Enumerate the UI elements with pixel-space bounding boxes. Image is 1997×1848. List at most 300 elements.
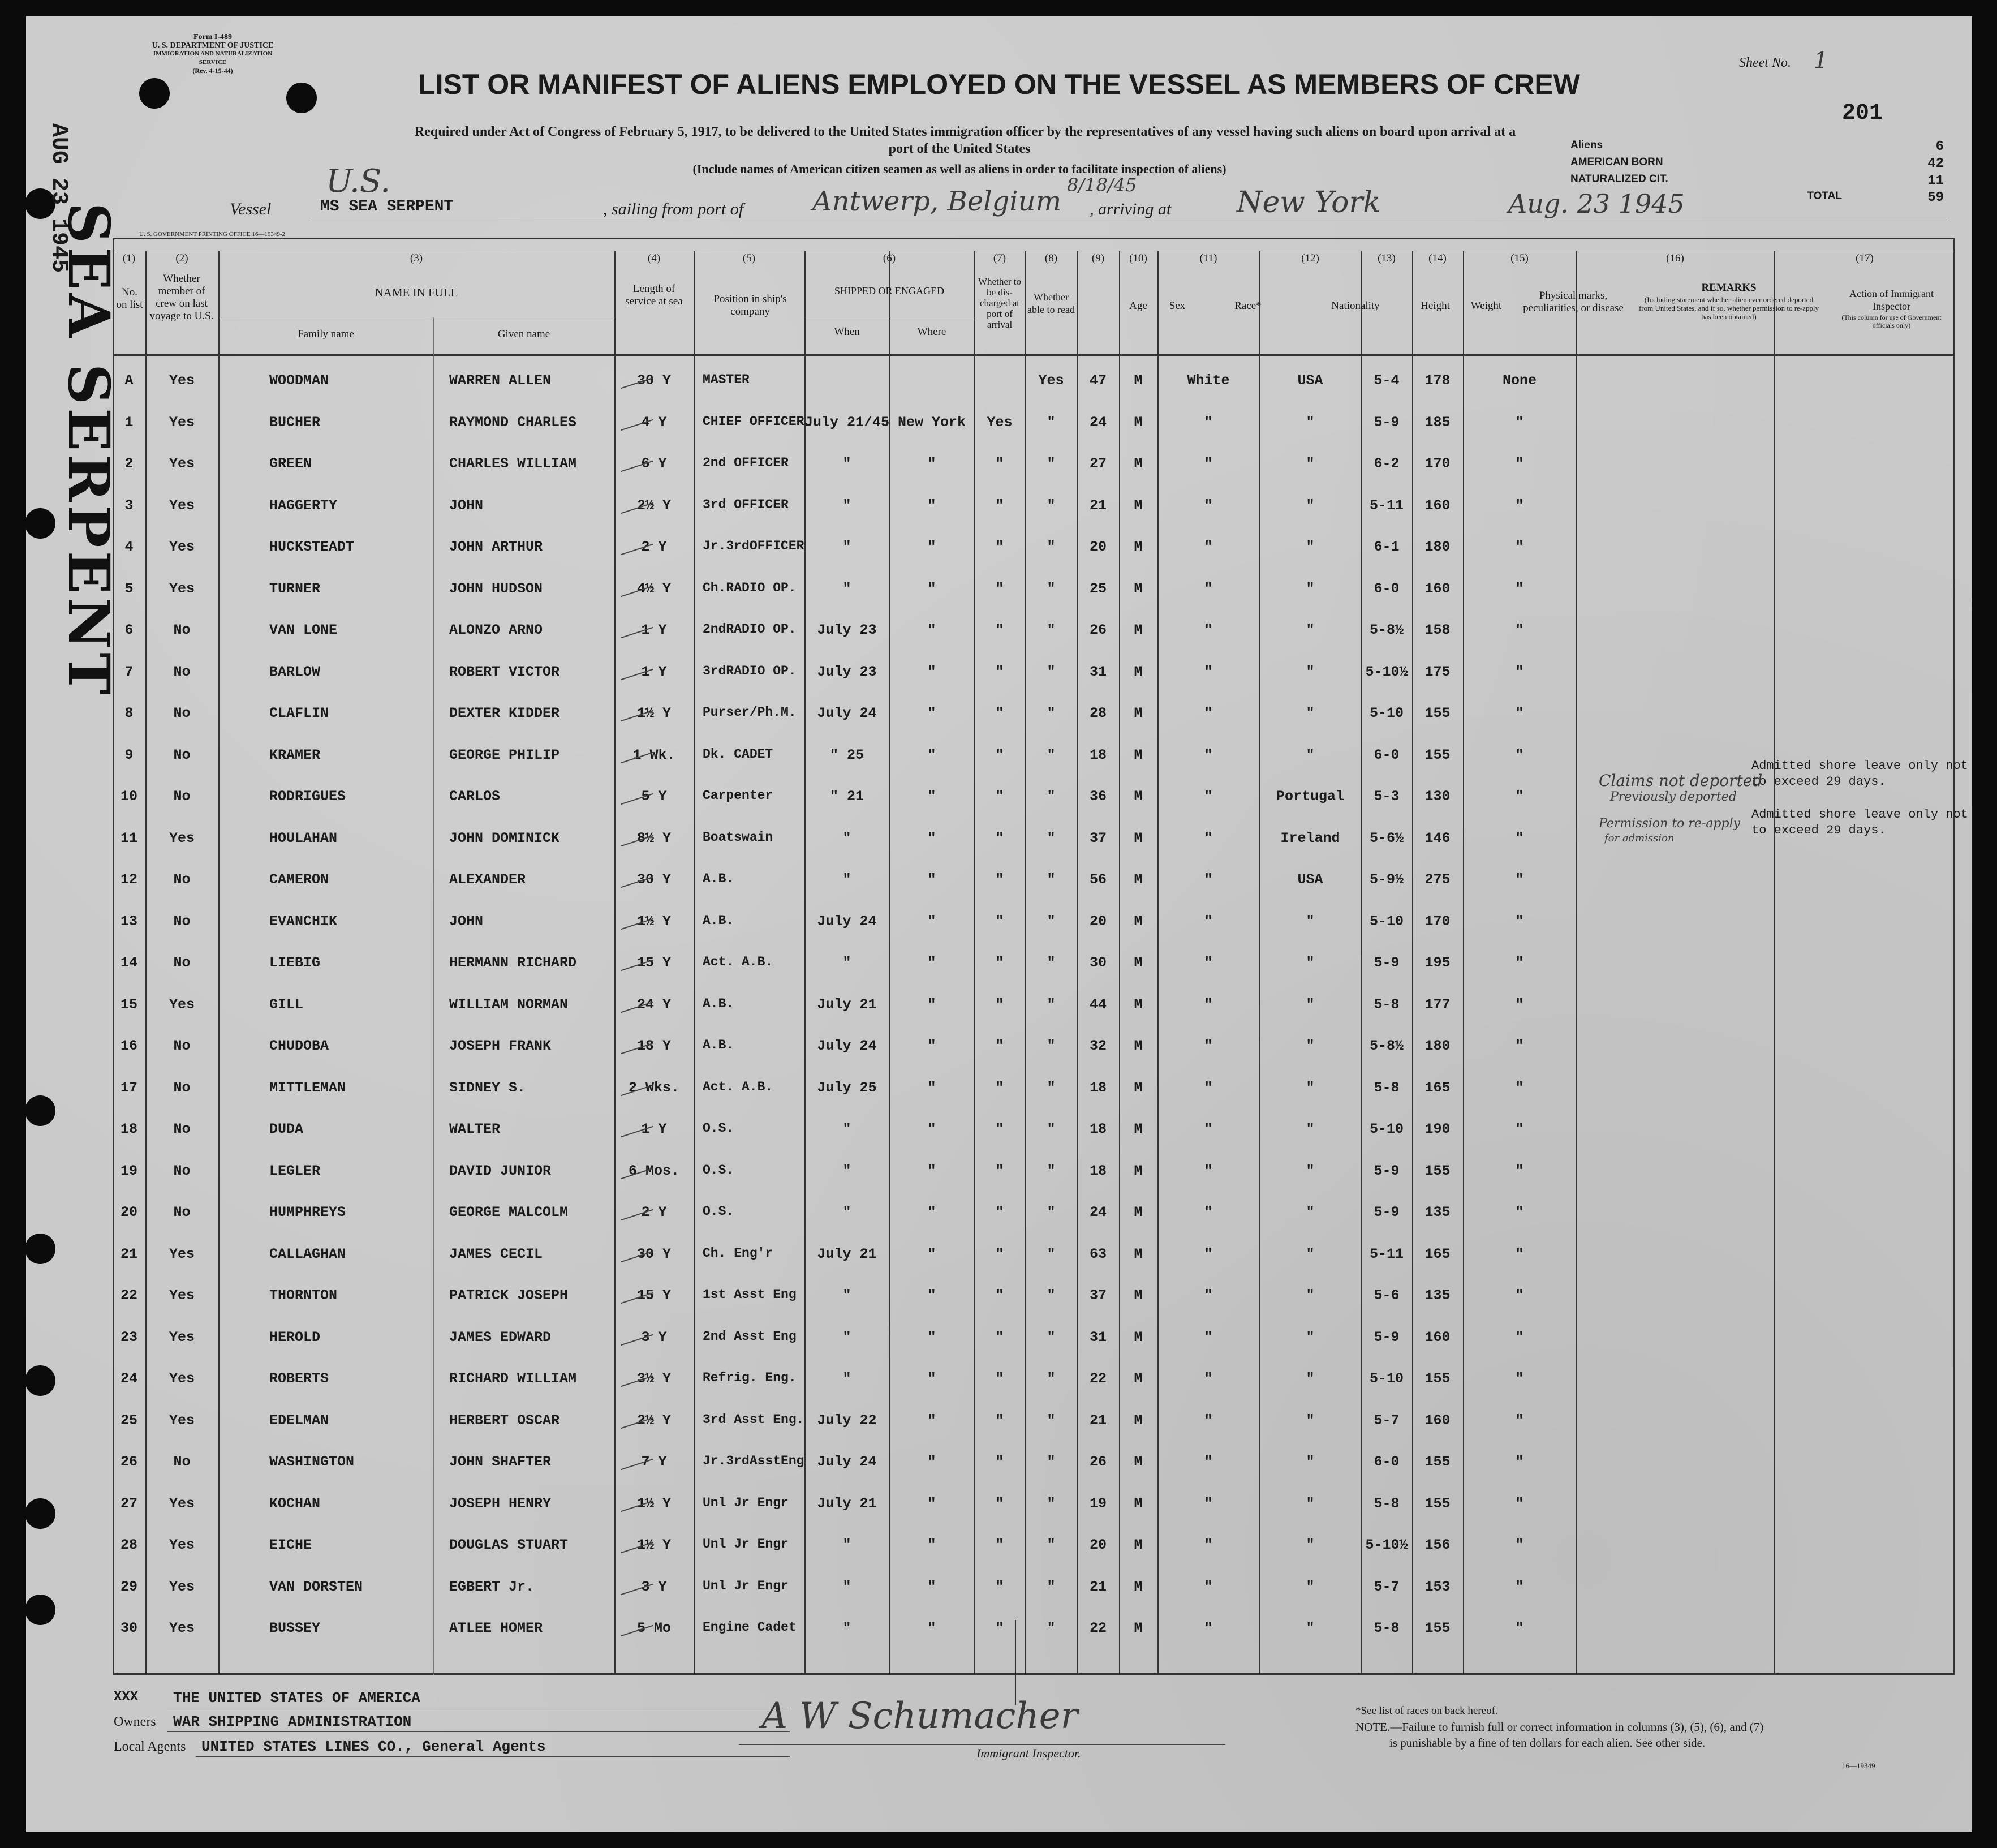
cell-when: " — [842, 1620, 851, 1636]
cell-height: 5-9 — [1374, 414, 1400, 431]
note-line-1 — [1355, 1720, 1763, 1734]
cell-nat: " — [1306, 1204, 1315, 1220]
cell-when: July 21 — [817, 1245, 877, 1262]
cell-weight: 155 — [1424, 746, 1451, 763]
cell-nat: " — [1306, 1578, 1315, 1595]
cell-race: White — [1187, 372, 1230, 389]
cell-height: 6-0 — [1374, 1454, 1400, 1470]
sheet-number-value: 1 — [1814, 48, 1828, 74]
cell-position: 3rd Asst Eng. — [703, 1412, 804, 1427]
cell-last: Yes — [169, 996, 195, 1013]
cell-where: " — [927, 622, 936, 638]
cell-given: JOHN — [449, 913, 484, 930]
cell-no: 27 — [120, 1495, 137, 1512]
cell-sex: M — [1134, 1287, 1143, 1304]
cell-no: 11 — [120, 830, 137, 846]
cell-where: " — [927, 830, 936, 846]
cell-age: 44 — [1089, 996, 1107, 1013]
cell-disch: " — [995, 1204, 1004, 1220]
cell-sex: M — [1134, 1079, 1143, 1096]
cell-position: A.B. — [703, 996, 734, 1011]
cell-no: 20 — [120, 1204, 137, 1220]
cell-service: 24 Y — [636, 996, 671, 1013]
cell-disch: " — [995, 580, 1004, 597]
cell-weight: 165 — [1424, 1245, 1451, 1262]
cell-given: CARLOS — [449, 788, 501, 805]
cell-sex: M — [1134, 705, 1143, 721]
cell-position: Unl Jr Engr — [703, 1537, 789, 1552]
cell-marks: " — [1515, 1537, 1524, 1553]
cell-age: 25 — [1089, 580, 1107, 597]
cell-when: July 21 — [817, 996, 877, 1013]
cell-sex: M — [1134, 414, 1143, 431]
cell-position: Carpenter — [703, 788, 773, 803]
cell-disch: " — [995, 1454, 1004, 1470]
cell-position: 3rd OFFICER — [703, 497, 789, 512]
form-number: Form I-489 — [193, 33, 233, 41]
form-dept: U. S. DEPARTMENT OF JUSTICE — [152, 41, 274, 50]
cell-marks: " — [1515, 622, 1524, 638]
cell-age: 31 — [1089, 663, 1107, 680]
cell-read: " — [1047, 1620, 1056, 1636]
cell-no: 16 — [120, 1038, 137, 1054]
remarks-handwritten-2: Previously deported — [1610, 790, 1737, 804]
cell-disch: " — [995, 705, 1004, 721]
cell-sex: M — [1134, 1495, 1143, 1512]
cell-age: 24 — [1089, 414, 1107, 431]
cell-service: 2 Y — [641, 539, 667, 555]
cell-given: ALONZO ARNO — [449, 622, 543, 638]
summary-label: Aliens — [1570, 139, 1603, 151]
cell-disch: " — [995, 1620, 1004, 1636]
cell-sex: M — [1134, 1329, 1143, 1346]
cell-marks: None — [1502, 372, 1537, 389]
cell-age: 47 — [1089, 372, 1107, 389]
cell-race: " — [1204, 1370, 1213, 1387]
cell-last: No — [173, 622, 191, 638]
cell-given: HERMANN RICHARD — [449, 955, 577, 971]
cell-sex: M — [1134, 1245, 1143, 1262]
cell-age: 21 — [1089, 1578, 1107, 1595]
cell-where: " — [927, 1620, 936, 1636]
header-remarks: REMARKS — [1701, 282, 1757, 294]
cell-age: 22 — [1089, 1370, 1107, 1387]
owner-name: THE UNITED STATES OF AMERICA — [173, 1690, 420, 1707]
cell-no: 28 — [120, 1537, 137, 1553]
cell-weight: 170 — [1424, 455, 1451, 472]
cell-marks: " — [1515, 871, 1524, 888]
cell-disch: " — [995, 830, 1004, 846]
cell-disch: " — [995, 996, 1004, 1013]
cell-height: 5-10½ — [1365, 1537, 1408, 1553]
cell-when: " — [842, 1329, 851, 1346]
cell-service: 1½ Y — [636, 913, 671, 930]
cell-where: " — [927, 1495, 936, 1512]
cell-no: 3 — [124, 497, 134, 514]
cell-read: " — [1047, 414, 1056, 431]
cell-when: " — [842, 1204, 851, 1220]
cell-given: GEORGE MALCOLM — [449, 1204, 569, 1220]
cell-service: 3½ Y — [636, 1370, 671, 1387]
cell-no: 9 — [124, 746, 134, 763]
cell-family: DUDA — [269, 1121, 304, 1137]
cell-service: 2½ Y — [636, 1412, 671, 1429]
cell-service: 4 Y — [641, 414, 667, 431]
cell-where: " — [927, 871, 936, 888]
cell-when: " — [842, 1121, 851, 1137]
cell-weight: 135 — [1424, 1204, 1451, 1220]
cell-height: 6-2 — [1374, 455, 1400, 472]
cell-nat: USA — [1297, 372, 1323, 389]
inspector-signature: A W Schumacher — [761, 1695, 1078, 1737]
cell-nat: " — [1306, 1121, 1315, 1137]
cell-race: " — [1204, 1454, 1213, 1470]
cell-family: MITTLEMAN — [269, 1079, 346, 1096]
cell-where: " — [927, 1329, 936, 1346]
cell-position: Ch.RADIO OP. — [703, 580, 797, 595]
cell-weight: 160 — [1424, 1329, 1451, 1346]
cell-last: No — [173, 1454, 191, 1470]
cell-where: " — [927, 1370, 936, 1387]
note-text: —Failure to furnish full or correct information in columns (3), (5), (6), and (7) — [1390, 1720, 1764, 1734]
col-num: (4) — [647, 252, 661, 264]
cell-read: " — [1047, 1370, 1056, 1387]
cell-sex: M — [1134, 497, 1143, 514]
cell-last: No — [173, 1079, 191, 1096]
cell-nat: " — [1306, 1079, 1315, 1096]
cell-position: 2nd Asst Eng — [703, 1329, 797, 1344]
cell-height: 5-10 — [1369, 913, 1404, 930]
cell-read: " — [1047, 788, 1056, 805]
cell-service: 5 Mo — [636, 1620, 671, 1636]
cell-where: " — [927, 913, 936, 930]
cell-given: RAYMOND CHARLES — [449, 414, 577, 431]
cell-marks: " — [1515, 580, 1524, 597]
cell-age: 63 — [1089, 1245, 1107, 1262]
cell-age: 18 — [1089, 746, 1107, 763]
cell-race: " — [1204, 830, 1213, 846]
cell-family: KRAMER — [269, 746, 321, 763]
cell-last: Yes — [169, 1370, 195, 1387]
cell-height: 5-6 — [1374, 1287, 1400, 1304]
cell-race: " — [1204, 1495, 1213, 1512]
cell-where: " — [927, 1204, 936, 1220]
cell-no: 6 — [124, 622, 134, 638]
cell-weight: 146 — [1424, 830, 1451, 846]
cell-last: Yes — [169, 455, 195, 472]
col-num: (2) — [175, 252, 188, 264]
cell-family: HOULAHAN — [269, 830, 338, 846]
cell-age: 20 — [1089, 539, 1107, 555]
cell-no: 14 — [120, 955, 137, 971]
cell-disch: " — [995, 955, 1004, 971]
cell-family: TURNER — [269, 580, 321, 597]
column-divider — [1576, 251, 1577, 1675]
header-name-in-full: NAME IN FULL — [375, 286, 458, 299]
cell-read: " — [1047, 955, 1056, 971]
col-num: (3) — [410, 252, 423, 264]
cell-given: JOHN SHAFTER — [449, 1454, 552, 1470]
cell-age: 37 — [1089, 1287, 1107, 1304]
cell-read: " — [1047, 1329, 1056, 1346]
cell-when: " — [842, 1578, 851, 1595]
cell-height: 5-9½ — [1369, 871, 1404, 888]
cell-read: " — [1047, 705, 1056, 721]
header-last-voyage: Whether member of crew on last voyage to U.S. — [149, 273, 214, 322]
cell-when: " — [842, 955, 851, 971]
cell-weight: 155 — [1424, 1495, 1451, 1512]
cell-age: 26 — [1089, 622, 1107, 638]
remarks-row11: Admitted shore leave only not to exceed 29 days. — [1751, 807, 1968, 837]
cell-marks: " — [1515, 1454, 1524, 1470]
agents-underline — [196, 1756, 790, 1757]
cell-sex: M — [1134, 871, 1143, 888]
cell-age: 19 — [1089, 1495, 1107, 1512]
cell-service: 6 Mos. — [628, 1162, 679, 1179]
cell-height: 6-0 — [1374, 746, 1400, 763]
cell-age: 56 — [1089, 871, 1107, 888]
cell-when: " — [842, 580, 851, 597]
cell-service: 1½ Y — [636, 705, 671, 721]
cell-when: July 24 — [817, 1454, 877, 1470]
col-num: (12) — [1301, 252, 1319, 264]
header-sex: Sex — [1169, 300, 1186, 312]
cell-position: 1st Asst Eng — [703, 1287, 797, 1302]
cell-disch: " — [995, 539, 1004, 555]
cell-service: 1 Y — [641, 663, 667, 680]
cell-no: 1 — [124, 414, 134, 431]
cell-read: " — [1047, 1454, 1056, 1470]
cell-nat: " — [1306, 1454, 1315, 1470]
cell-given: CHARLES WILLIAM — [449, 455, 577, 472]
cell-marks: " — [1515, 1121, 1524, 1137]
cell-family: CHUDOBA — [269, 1038, 329, 1054]
cell-service: 1½ Y — [636, 1537, 671, 1553]
cell-service: 30 Y — [636, 372, 671, 389]
cell-position: Ch. Eng'r — [703, 1245, 773, 1261]
cell-marks: " — [1515, 705, 1524, 721]
cell-nat: " — [1306, 663, 1315, 680]
cell-disch: " — [995, 1162, 1004, 1179]
cell-race: " — [1204, 539, 1213, 555]
header-position: Position in ship's company — [713, 293, 787, 317]
col-num: (17) — [1856, 252, 1874, 264]
cell-race: " — [1204, 996, 1213, 1013]
cell-position: O.S. — [703, 1162, 734, 1177]
col-num: (15) — [1510, 252, 1529, 264]
cell-family: ROBERTS — [269, 1370, 329, 1387]
col-num: (14) — [1428, 252, 1447, 264]
cell-service: 3 Y — [641, 1578, 667, 1595]
cell-disch: " — [995, 788, 1004, 805]
cell-height: 5-7 — [1374, 1578, 1400, 1595]
cell-nat: " — [1306, 580, 1315, 597]
cell-read: " — [1047, 663, 1056, 680]
cell-service: 7 Y — [641, 1454, 667, 1470]
cell-family: WASHINGTON — [269, 1454, 355, 1470]
cell-given: RICHARD WILLIAM — [449, 1370, 577, 1387]
cell-where: " — [927, 1079, 936, 1096]
cell-age: 20 — [1089, 913, 1107, 930]
page-number: 201 — [1842, 101, 1883, 126]
cell-position: Jr.3rdAsstEng — [703, 1454, 804, 1468]
cell-family: VAN LONE — [269, 622, 338, 638]
summary-value: 59 — [1927, 190, 1944, 205]
cell-no: 7 — [124, 663, 134, 680]
cell-disch: " — [995, 1495, 1004, 1512]
cell-nat: " — [1306, 1537, 1315, 1553]
cell-where: " — [927, 1121, 936, 1137]
cell-nat: USA — [1297, 871, 1323, 888]
cell-weight: 160 — [1424, 580, 1451, 597]
header-when: When — [834, 326, 860, 338]
punch-hole — [25, 1234, 55, 1264]
cell-given: EGBERT Jr. — [449, 1578, 535, 1595]
header-bottom-rule — [113, 354, 1955, 356]
cell-marks: " — [1515, 1620, 1524, 1636]
cell-service: 30 Y — [636, 1245, 671, 1262]
cell-last: Yes — [169, 1495, 195, 1512]
header-discharged: Whether to be dis-charged at port of arrival — [978, 276, 1021, 330]
cell-marks: " — [1515, 455, 1524, 472]
cell-age: 18 — [1089, 1162, 1107, 1179]
cell-last: No — [173, 955, 191, 971]
cell-age: 27 — [1089, 455, 1107, 472]
column-divider — [433, 317, 434, 1675]
cell-last: No — [173, 1121, 191, 1137]
cell-marks: " — [1515, 1287, 1524, 1304]
cell-weight: 175 — [1424, 663, 1451, 680]
cell-height: 5-11 — [1369, 497, 1404, 514]
cell-when: " — [842, 871, 851, 888]
cell-height: 5-10 — [1369, 1121, 1404, 1137]
punch-hole — [25, 508, 55, 539]
cell-nat: " — [1306, 1370, 1315, 1387]
cell-where: " — [927, 705, 936, 721]
signature-caption: Immigrant Inspector. — [976, 1746, 1081, 1760]
cell-family: CAMERON — [269, 871, 329, 888]
cell-nat: " — [1306, 1287, 1315, 1304]
cell-age: 28 — [1089, 705, 1107, 721]
punch-hole — [139, 78, 170, 109]
cell-nat: Ireland — [1280, 830, 1340, 846]
cell-where: " — [927, 1162, 936, 1179]
races-note: *See list of races on back hereof. — [1355, 1705, 1498, 1717]
header-length-service: Length of service at sea — [625, 283, 683, 307]
cell-when: July 25 — [817, 1079, 877, 1096]
cell-where: " — [927, 1245, 936, 1262]
cell-given: PATRICK JOSEPH — [449, 1287, 569, 1304]
cell-nat: " — [1306, 1495, 1315, 1512]
cell-given: JOHN DOMINICK — [449, 830, 560, 846]
cell-where: " — [927, 1038, 936, 1054]
cell-last: Yes — [169, 1287, 195, 1304]
cell-last: Yes — [169, 1537, 195, 1553]
cell-where: " — [927, 996, 936, 1013]
cell-last: No — [173, 1162, 191, 1179]
summary-value: 42 — [1927, 156, 1944, 171]
cell-weight: 195 — [1424, 955, 1451, 971]
cell-where: " — [927, 539, 936, 555]
note-label: NOTE. — [1355, 1720, 1391, 1734]
cell-where: " — [927, 455, 936, 472]
cell-nat: " — [1306, 1245, 1315, 1262]
cell-marks: " — [1515, 1204, 1524, 1220]
header-family-name: Family name — [298, 328, 354, 340]
arrival-date: Aug. 23 1945 — [1508, 188, 1685, 219]
cell-marks: " — [1515, 830, 1524, 846]
cell-service: 15 Y — [636, 955, 671, 971]
cell-height: 5-8 — [1374, 996, 1400, 1013]
cell-where: " — [927, 955, 936, 971]
cell-service: 2 Y — [641, 1204, 667, 1220]
column-divider — [218, 251, 220, 1675]
cell-disch: " — [995, 746, 1004, 763]
cell-sex: M — [1134, 455, 1143, 472]
summary-label: TOTAL — [1807, 190, 1842, 202]
cell-age: 20 — [1089, 1537, 1107, 1553]
cell-service: 1 Y — [641, 622, 667, 638]
signature-stroke — [1015, 1620, 1016, 1705]
cell-service: 8½ Y — [636, 830, 671, 846]
cell-nat: " — [1306, 1162, 1315, 1179]
cell-where: " — [927, 1454, 936, 1470]
cell-disch: " — [995, 622, 1004, 638]
cell-when: " — [842, 1287, 851, 1304]
cell-disch: " — [995, 1329, 1004, 1346]
cell-read: " — [1047, 1537, 1056, 1553]
cell-no: 15 — [120, 996, 137, 1013]
cell-marks: " — [1515, 1578, 1524, 1595]
subtitle-1: Required under Act of Congress of February 5, 1917, to be delivered to the United States immigration officer by the representatives of any vessel having such aliens on board upon arrival at a — [414, 124, 1516, 139]
cell-no: 26 — [120, 1454, 137, 1470]
cell-given: DAVID JUNIOR — [449, 1162, 552, 1179]
cell-read: " — [1047, 1495, 1056, 1512]
cell-last: Yes — [169, 372, 195, 389]
vessel-name: MS SEA SERPENT — [320, 198, 454, 216]
cell-disch: " — [995, 913, 1004, 930]
cell-last: Yes — [169, 1578, 195, 1595]
cell-where: " — [927, 580, 936, 597]
cell-nat: " — [1306, 539, 1315, 555]
cell-height: 6-1 — [1374, 539, 1400, 555]
header-no-on-list: No. on list — [116, 286, 143, 311]
cell-race: " — [1204, 788, 1213, 805]
print-code: 16—19349 — [1842, 1761, 1875, 1770]
cell-family: WOODMAN — [269, 372, 329, 389]
cell-nat: " — [1306, 996, 1315, 1013]
cell-read: " — [1047, 622, 1056, 638]
cell-disch: " — [995, 1287, 1004, 1304]
agents-label: Local Agents — [114, 1739, 186, 1754]
cell-weight: 155 — [1424, 1370, 1451, 1387]
cell-last: No — [173, 705, 191, 721]
header-remarks-note: (Including statement whether alien ever ordered deported from United States, and if so, whether permission to re-apply has been obtained) — [1638, 295, 1819, 321]
cell-nat: " — [1306, 1329, 1315, 1346]
cell-read: " — [1047, 1578, 1056, 1595]
cell-weight: 185 — [1424, 414, 1451, 431]
cell-race: " — [1204, 663, 1213, 680]
remarks-handwritten-1: Claims not deported — [1599, 771, 1763, 790]
cell-race: " — [1204, 1329, 1213, 1346]
cell-race: " — [1204, 622, 1213, 638]
cell-disch: " — [995, 1038, 1004, 1054]
cell-marks: " — [1515, 1370, 1524, 1387]
cell-race: " — [1204, 1204, 1213, 1220]
cell-read: " — [1047, 913, 1056, 930]
cell-read: " — [1047, 1038, 1056, 1054]
owners-value: WAR SHIPPING ADMINISTRATION — [173, 1713, 412, 1730]
